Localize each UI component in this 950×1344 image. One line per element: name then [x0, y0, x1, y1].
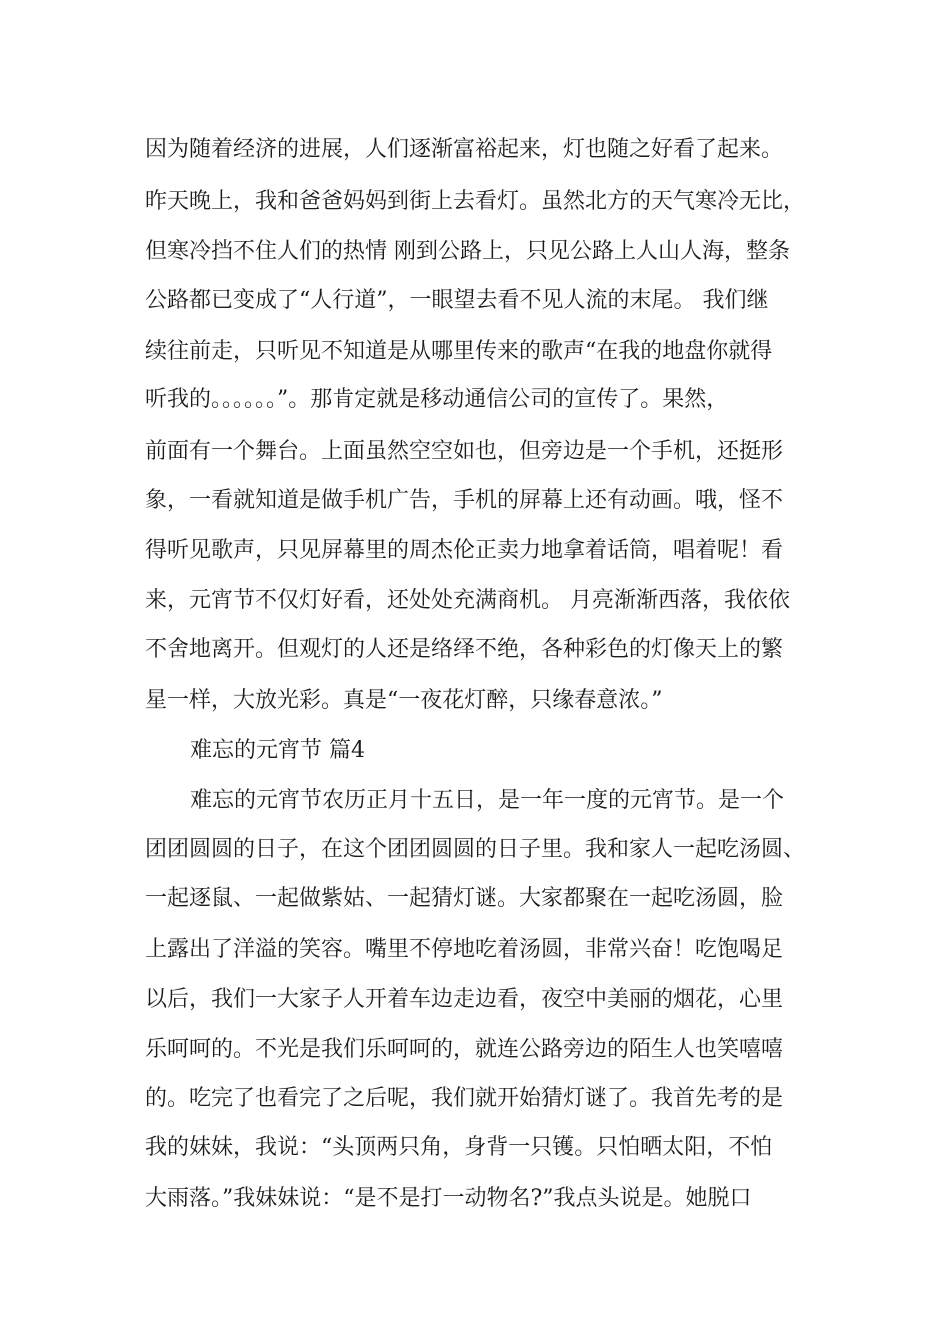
paragraph-line: 但寒冷挡不住人们的热情 刚到公路上，只见公路上人山人海，整条	[145, 239, 790, 264]
paragraph-line: 不舍地离开。但观灯的人还是络绎不绝，各种彩色的灯像天上的繁	[145, 637, 784, 662]
paragraph-line: 大雨落。”我妹妹说：“是不是打一动物名?”我点头说是。她脱口	[145, 1186, 752, 1211]
paragraph-line: 的。吃完了也看完了之后呢，我们就开始猜灯谜了。我首先考的是	[145, 1086, 784, 1111]
paragraph-line: 上露出了洋溢的笑容。嘴里不停地吃着汤圆，非常兴奋！吃饱喝足	[145, 937, 784, 962]
paragraph-line: 因为随着经济的进展，人们逐渐富裕起来，灯也随之好看了起来。	[145, 137, 784, 162]
paragraph-line: 星一样，大放光彩。真是“一夜花灯醉，只缘春意浓。”	[145, 688, 663, 713]
paragraph-line: 团团圆圆的日子，在这个团团圆圆的日子里。我和家人一起吃汤圆、	[145, 837, 806, 862]
paragraph-line: 昨天晚上，我和爸爸妈妈到街上去看灯。虽然北方的天气寒冷无比，	[145, 189, 806, 214]
paragraph-line: 得听见歌声，只见屏幕里的周杰伦正卖力地拿着话筒，唱着呢！看	[145, 538, 784, 563]
paragraph-line: 一起逐鼠、一起做紫姑、一起猜灯谜。大家都聚在一起吃汤圆，脸	[145, 886, 784, 911]
section-heading: 难忘的元宵节 篇4	[190, 738, 365, 763]
paragraph-line: 我的妹妹，我说：“头顶两只角，身背一只镬。只怕晒太阳，不怕	[145, 1135, 773, 1160]
paragraph-line: 来，元宵节不仅灯好看，还处处充满商机。 月亮渐渐西落，我依依	[145, 588, 790, 613]
paragraph-line: 乐呵呵的。不光是我们乐呵呵的，就连公路旁边的陌生人也笑嘻嘻	[145, 1037, 784, 1062]
paragraph-line: 以后，我们一大家子人开着车边走边看，夜空中美丽的烟花，心里	[145, 987, 784, 1012]
paragraph-line: 续往前走，只听见不知道是从哪里传来的歌声“在我的地盘你就得	[145, 339, 773, 364]
paragraph-line: 难忘的元宵节农历正月十五日，是一年一度的元宵节。是一个	[190, 788, 785, 813]
paragraph-line: 公路都已变成了“人行道”，一眼望去看不见人流的末尾。 我们继	[145, 288, 769, 313]
paragraph-line: 听我的。。。。。。”。那肯定就是移动通信公司的宣传了。果然，	[145, 387, 729, 412]
paragraph-line: 象，一看就知道是做手机广告，手机的屏幕上还有动画。哦，怪不	[145, 488, 784, 513]
paragraph-line: 前面有一个舞台。上面虽然空空如也，但旁边是一个手机，还挺形	[145, 439, 784, 464]
